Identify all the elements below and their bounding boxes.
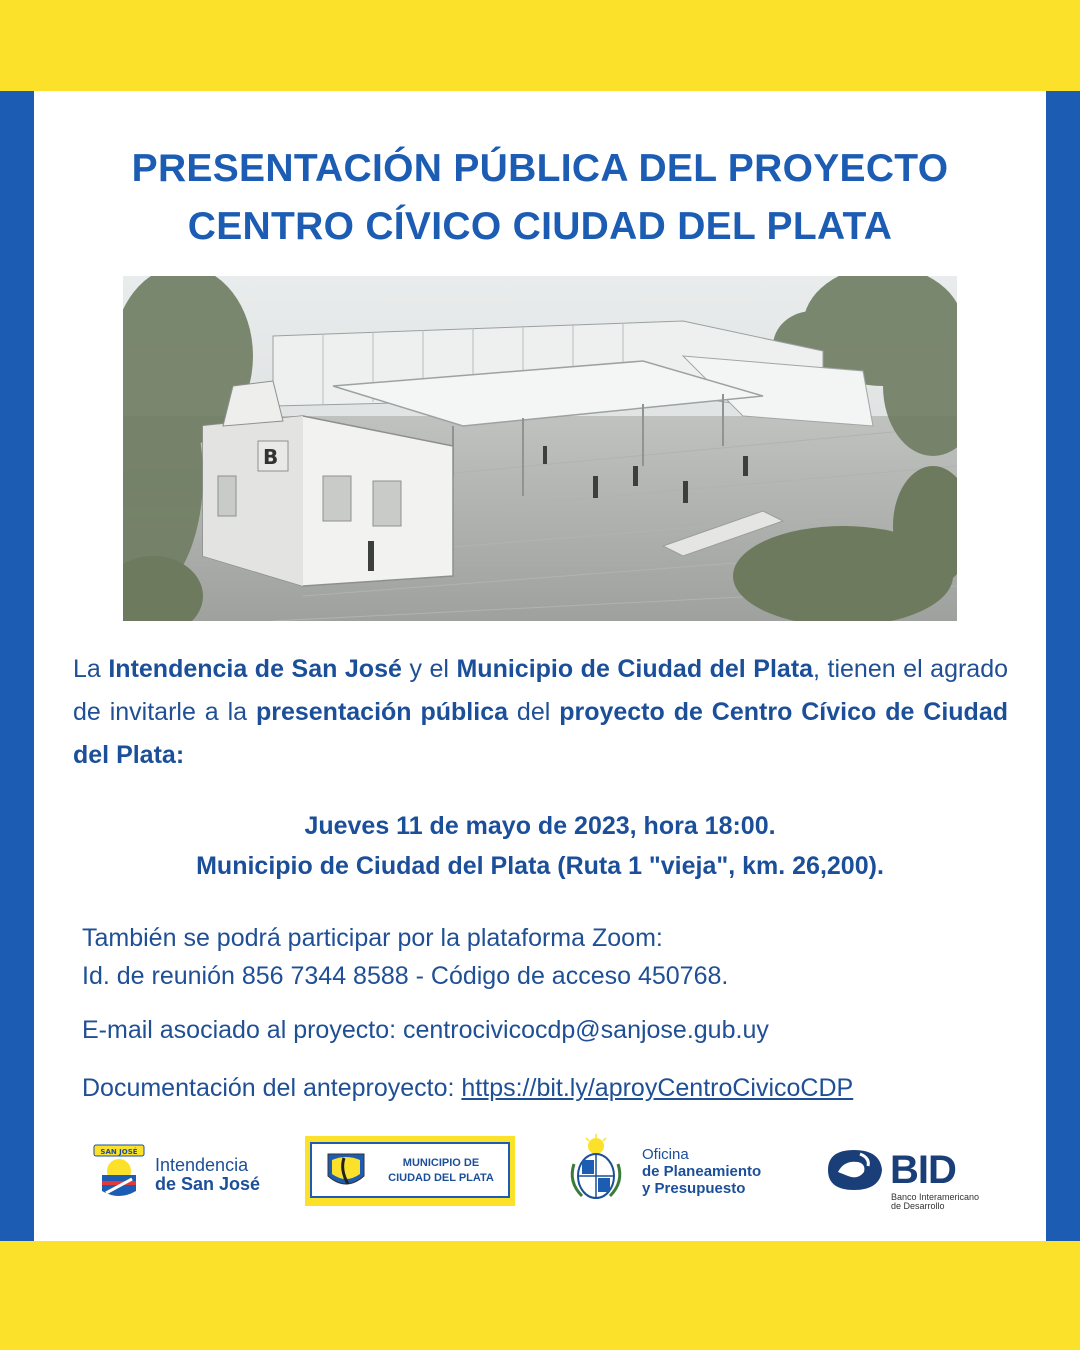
event-place: Municipio de Ciudad del Plata (Ruta 1 "vieja", km. 26,200). bbox=[196, 852, 884, 880]
san-jose-line-2: de San José bbox=[155, 1174, 261, 1194]
bottom-yellow-band bbox=[0, 1241, 1080, 1350]
san-jose-logo-text bbox=[155, 1156, 260, 1194]
project-rendering-image bbox=[123, 276, 957, 621]
zoom-line-1: También se podrá participar por la plataforma Zoom: bbox=[82, 924, 663, 952]
intro-text-4: del bbox=[508, 698, 560, 726]
uruguay-coat-of-arms-icon bbox=[566, 1134, 626, 1211]
docs-label: Documentación del anteproyecto: bbox=[82, 1074, 462, 1102]
intro-paragraph bbox=[73, 648, 1008, 777]
bid-sub-line-2: de Desarrollo bbox=[891, 1201, 945, 1211]
docs-link[interactable]: https://bit.ly/aproyCentroCivicoCDP bbox=[461, 1074, 854, 1102]
intro-bold-presentacion: presentación pública bbox=[255, 698, 508, 726]
bid-globe-icon bbox=[824, 1146, 886, 1199]
municipio-shield-icon bbox=[326, 1150, 366, 1192]
bid-logo-subtitle bbox=[891, 1193, 979, 1211]
event-date: Jueves 11 de mayo de 2023, hora 18:00. bbox=[304, 812, 776, 840]
municipio-logo bbox=[305, 1136, 515, 1206]
opp-line-1: Oficina bbox=[642, 1146, 689, 1163]
intro-text-1: La bbox=[73, 655, 109, 683]
right-blue-border bbox=[1046, 91, 1080, 1241]
bid-sub-line-1: Banco Interamericano bbox=[891, 1192, 980, 1202]
title-line-2: CENTRO CÍVICO CIUDAD DEL PLATA bbox=[187, 205, 893, 248]
left-blue-border bbox=[0, 91, 34, 1241]
email-address[interactable]: centrocivicocdp@sanjose.gub.uy bbox=[402, 1016, 769, 1044]
zoom-line-2: Id. de reunión 856 7344 8588 - Código de acceso 450768. bbox=[82, 962, 729, 990]
opp-line-2: de Planeamiento bbox=[642, 1163, 762, 1180]
intro-text-3: , tienen el agrado de invitarle a la bbox=[73, 655, 1009, 726]
municipio-line-2: CIUDAD DEL PLATA bbox=[388, 1172, 494, 1184]
intro-text-2: y el bbox=[401, 655, 457, 683]
intro-bold-proyecto: proyecto de Centro Cívico de Ciudad del Plata: bbox=[73, 698, 1008, 769]
page-title bbox=[60, 140, 1020, 256]
opp-logo-text bbox=[642, 1146, 761, 1197]
municipio-line-1: MUNICIPIO DE bbox=[402, 1157, 480, 1169]
email-info bbox=[82, 1011, 1022, 1049]
san-jose-emblem-icon bbox=[88, 1143, 150, 1206]
intro-bold-intendencia: Intendencia de San José bbox=[108, 655, 402, 683]
san-jose-line-1: Intendencia bbox=[155, 1155, 249, 1175]
intro-bold-municipio: Municipio de Ciudad del Plata bbox=[456, 655, 814, 683]
bid-logo-name: BID bbox=[890, 1148, 956, 1192]
opp-line-3: y Presupuesto bbox=[642, 1180, 746, 1197]
title-line-1: PRESENTACIÓN PÚBLICA DEL PROYECTO bbox=[131, 147, 949, 190]
top-yellow-band bbox=[0, 0, 1080, 91]
zoom-info bbox=[82, 919, 1022, 995]
docs-info bbox=[82, 1069, 1022, 1107]
san-jose-banner-text: SAN JOSÉ bbox=[100, 1148, 138, 1156]
event-details bbox=[60, 806, 1020, 886]
email-label: E-mail asociado al proyecto: bbox=[82, 1016, 403, 1044]
building-letter: B bbox=[263, 445, 279, 469]
